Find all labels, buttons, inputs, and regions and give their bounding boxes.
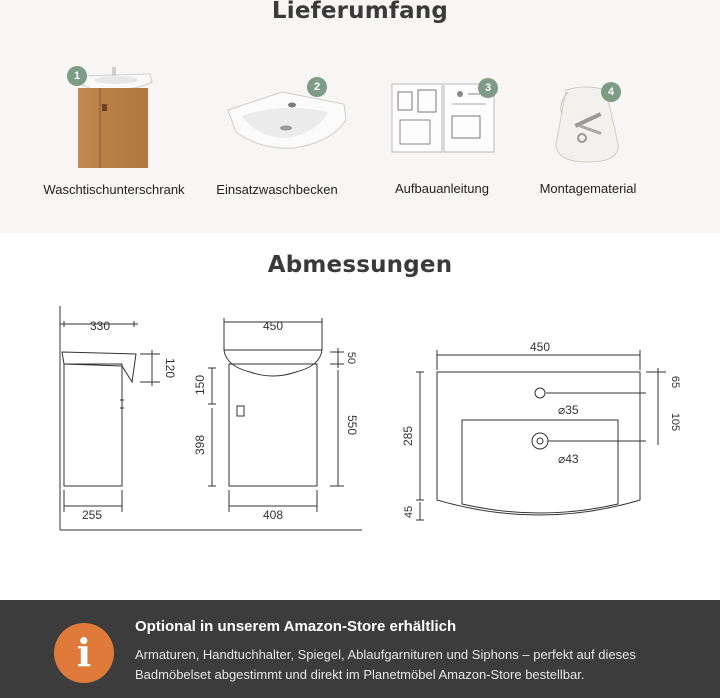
- item-2-badge: 2: [307, 77, 327, 97]
- item-4-badge: 4: [601, 82, 621, 102]
- plan-offset-top: 65: [669, 375, 681, 389]
- info-title: Optional in unserem Amazon-Store erhältlich: [135, 618, 457, 635]
- info-text: Armaturen, Handtuchhalter, Spiegel, Ablaufgarnituren und Siphons – perfekt auf dieses Badmöbelset abgestimmt und direkt im Planetmöbel Amazon-Store bestellbar.: [135, 647, 636, 682]
- item-3-label: Aufbauanleitung: [395, 181, 489, 196]
- item-4-label: Montagematerial: [539, 181, 637, 196]
- side-depth-top: 330: [89, 319, 111, 333]
- front-body-height: 398: [193, 434, 207, 456]
- plan-depth: 285: [401, 425, 415, 447]
- front-upper-gap: 150: [193, 374, 207, 396]
- drain-hole-diameter: ⌀43: [558, 452, 579, 466]
- item-3-badge: 3: [478, 78, 498, 98]
- front-width-top: 450: [262, 319, 284, 333]
- item-2-label: Einsatzwaschbecken: [216, 182, 338, 197]
- item-1-label: Waschtischunterschrank: [43, 182, 185, 197]
- plan-front-lip: 45: [403, 505, 415, 519]
- item-1-badge: 1: [67, 66, 87, 86]
- info-icon: i: [54, 623, 114, 683]
- plan-width: 450: [529, 340, 551, 354]
- scope-title: Lieferumfang: [271, 0, 449, 24]
- plan-offset-mid: 105: [669, 412, 681, 432]
- side-basin-height: 120: [163, 357, 177, 379]
- dimensions-title: Abmessungen: [267, 252, 453, 278]
- side-depth-bottom: 255: [81, 508, 103, 522]
- front-width-bottom: 408: [262, 508, 284, 522]
- dimension-drawings: [0, 290, 720, 550]
- washbasin-image: [222, 88, 350, 153]
- front-total-height: 550: [345, 414, 359, 436]
- tap-hole-diameter: ⌀35: [558, 403, 579, 417]
- front-basin-rim: 50: [345, 351, 357, 365]
